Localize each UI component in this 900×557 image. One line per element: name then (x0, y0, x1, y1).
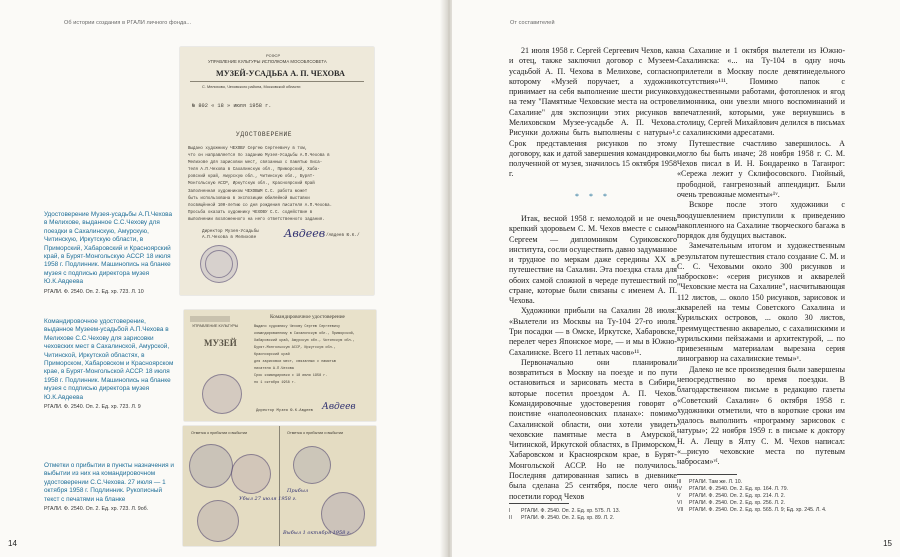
doc-column-heading: Отметка о прибытии и выбытии (287, 431, 344, 435)
left-page (0, 0, 446, 557)
text-column-2 (677, 46, 845, 468)
footnote (509, 508, 620, 515)
footnotes-right (677, 479, 826, 514)
handwritten-entry: Убыл 27 июля 1958 г. (239, 496, 297, 502)
doc-line: теля А.П.Чехова в Сахалинскую обл., Приморский, Хаба- (188, 168, 320, 173)
footnote-rule (509, 503, 569, 504)
running-head: Об истории создания в РГАЛИ личного фонда... (64, 20, 192, 26)
doc-line: быть использована в экспозиции юбилейной выставки (188, 196, 310, 201)
doc-line: Выдано художнику ЧЕХОВУ Сергею Сергеевичу в том, (188, 147, 308, 151)
doc-line: Просьба оказать художнику ЧЕХОВУ С.С. содействие в (188, 210, 313, 215)
doc-number-line: № 802 « 18 » июля 1958 г. (192, 103, 272, 109)
paragraph: Замечательным итогом и художественным результатом путешествия стало создание С. М. и С. С. Чеховыми около 300 рисунков и набросков»: «серия рисунков и акварелей "Чеховские места на Сахалине", насчитывающая 112 листов, ... около 150 рисунков, зарисовок и акварелей на темы Советского Сахалина и Курильских островов, ... около 30 листов, преимущественно акварелью, с сахалинскими и курильскими пейзажами и архитектурой, ... по привезенным материалам вырезана серия линогравюр на сахалинские темы»ᵛ. (677, 241, 845, 364)
museum-seal-inner (205, 250, 233, 278)
footnote (509, 515, 620, 522)
doc-heading: УДОСТОВЕРЕНИЕ (236, 131, 293, 138)
doc-body (254, 324, 372, 387)
stamp-seal (197, 500, 239, 542)
doc-heading: Командировочное удостоверение (270, 314, 345, 320)
doc-dept: УПРАВЛЕНИЕ КУЛЬТУРЫ (192, 324, 239, 328)
archival-document-travel-certificate (184, 310, 376, 421)
footnote-number: V (677, 493, 681, 499)
footnote (677, 486, 826, 493)
footnote-text: РГАЛИ. Ф. 2540. Оп. 2. Ед. хр. 164. Л. 79. (689, 486, 789, 492)
footnote (677, 507, 826, 514)
footnote (677, 500, 826, 507)
footnote (677, 493, 826, 500)
doc-line: что он направляется по заданию Музея-Усадьбы А.П.Чехова в (188, 154, 330, 159)
footnote-rule (677, 474, 737, 475)
archival-document-certificate (180, 47, 374, 295)
doc-line: Заполненная художником ЧЕХОВЫМ С.С. работа может (188, 189, 308, 194)
paragraph: Первоначально они планировали возвратиться в Москву на поезде и по пути остановиться и зарисовать места в Сибири, которые посетил проездом А. П. Чехов. Командировочные удостоверения говорят о поистине «наполеоновских планах»: помимо Сахалинской области, они хотели увидеть чеховские памятные места в Амурской, Читинской, Иркутской областях, в Приморском, Хабаровском и Красноярском крае, в Бурят-Монгольской АССР. Но не получилось. Последняя датированная запись в дневнике была сделана 25 сентября, после чего они посетили город Чехов (509, 357, 677, 501)
caption-2 (44, 318, 174, 411)
footnote-text: РГАЛИ. Ф. 2540. Оп. 2. Ед. хр. 575. Л. 13. (521, 508, 621, 514)
archival-document-arrival-marks (183, 426, 376, 546)
caption-source: РГАЛИ. Ф. 2540. Оп. 2. Ед. хр. 723. Л. 9об. (44, 506, 149, 513)
footnotes-left (509, 508, 620, 522)
doc-address: С. Мелихово, Чеховского района, Московской области (202, 84, 301, 89)
doc-line: Монгольскую АССР, Иркутскую обл., Красноярский Край (188, 182, 315, 187)
doc-column-divider (279, 426, 280, 546)
footnote-text: РГАЛИ. Там же. Л. 10. (689, 479, 743, 485)
caption-text: Удостоверение Музея-усадьбы А.П.Чехова в Мелихове, выданное С.С.Чехову для поездки в Сахалинскую, Амурскую, Читинскую, Иркутскую области, в Приморский, Хабаровский и Красноярский край, в Бурят-Монгольскую АССР. 18 июля 1958 г. Подлинник. Машинопись на бланке музея с подписью директора музея Ю.К.Авдеева (44, 211, 173, 286)
museum-seal (202, 374, 242, 414)
doc-body (188, 146, 370, 224)
page-number: 15 (883, 539, 892, 548)
footnote (677, 479, 826, 486)
doc-line: выполнении возложенного на него ответственного задания. (188, 217, 325, 222)
doc-header-dept: УПРАВЛЕНИЕ КУЛЬТУРЫ ИСПОЛКОМА МОСОБЛСОВЕТА (208, 59, 327, 64)
caption-3 (44, 462, 174, 513)
doc-museum: МУЗЕЙ (204, 338, 237, 348)
doc-line: Мелихове для зарисовки мест, связанных с памятью писа- (188, 161, 323, 166)
doc-line: ровский край, Амурскую обл., Читинскую обл., Бурят- (188, 175, 315, 180)
footnote-text: РГАЛИ. Ф. 2540. Оп. 2. Ед. хр. 89. Л. 2. (521, 515, 615, 521)
section-separator: * * * (575, 191, 611, 201)
page-number: 14 (8, 539, 17, 548)
paragraph: Далеко не все произведения были завершены непосредственно во время поездки. В благодарственном письме в редакцию газеты «Советский Сахалин» 6 октября 1958 г. художники отметили, что в короткие сроки им удалось выполнить «программу зарисовок с натуры»; 22 ноября 1959 г. в письме к доктору Н. А. Лещу в Ялту С. М. Чехов написал: «...рисую чеховские места по путевым набросам»ᵛᴵ. (677, 364, 845, 467)
doc-line: Бурят-Монгольскую АССР, Иркутскую обл., (254, 346, 336, 350)
doc-line: Красноярский край (254, 353, 290, 357)
stamp-seal (189, 444, 233, 488)
paragraph: 21 июля 1958 г. Сергей Сергеевич Чехов, как и отец, также заключил договор с Музеем-усадьбой А. П. Чехова в Мелихове, согласно которому «Музей поручает, а художник принимает на себя выполнение шести рисунков на тему "Памятные Чеховские места на острове Сахалине" для экспозиции этих рисунков в Мелиховском Музее-усадьбе А. П. Чехова. Рисунки должны быть выполнены с натуры»¹. Срок представления рисунков по этому договору, как и датой завершения командировки, полученной от музея, значилось 15 октября 1958 г. (509, 46, 677, 179)
footnote-text: РГАЛИ. Ф. 2540. Оп. 2. Ед. хр. 565. Л. 9; Ед. хр. 245. Л. 4. (689, 507, 827, 513)
paragraph: Вскоре после этого художники с воодушевлением приступили к приведению накопленного на Сахалине творческого багажа в порядок для будущих выставок. (677, 200, 845, 241)
doc-signature-line: Директор Музея Ю.К.Авдеев (256, 409, 313, 413)
doc-signature-line: Директор Музея-Усадьбы А.П.Чехова в Мелихове (202, 229, 259, 240)
doc-line: командированному в Сахалинскую обл., Приморский, (254, 332, 355, 336)
doc-signature-name: /Авдеев Ю.К./ (326, 233, 360, 238)
footnote-number: IV (677, 486, 682, 492)
footnote-text: РГАЛИ. Ф. 2540. Оп. 2. Ед. хр. 214. Л. 2. (689, 493, 786, 499)
doc-signature: Авдеев (284, 227, 326, 240)
footnote-number: VII (677, 507, 684, 513)
stamp-seal (231, 454, 271, 494)
paragraph: на Сахалине и 1 октября вылетели из Южно-Сахалинска: «... на Ту-104 в одну ночь прилетели в Москву после девятинедельного отсутствия»¹¹¹. Помимо папок с художественными работами, фотопленок и ягод лимонника, они увезли много воспоминаний и впечатлений, которыми, уже вернувшись в столицу, Сергей Михайлович делился в письмах с сахалинскими адресатами. (677, 46, 845, 138)
footnote-number: III (677, 479, 682, 485)
doc-line: Хабаровский край, Амурскую обл., Читинскую обл., (254, 339, 355, 343)
paragraph: Итак, весной 1958 г. немолодой и не очень крепкий здоровьем С. М. Чехов вместе с сыном Сергеем — дипломником Суриковского института, сосли осуществить давно задуманное и трудное по меркам даже середины XX в. путешествие на Сахалин. Эта поездка стала для обоих самой сложной в череде путешествий по стране, которые были связаны с именем А. П. Чехова. (509, 213, 677, 306)
doc-line: писателя А.П.Чехова (254, 367, 294, 371)
doc-signature: Авдеев (322, 402, 356, 412)
doc-header-small: РСФСР (266, 53, 281, 58)
paragraph: Путешествие счастливо завершилось. А могло бы быть иначе; 28 ноября 1958 г. С. М. Чехов писал в И. Н. Бондаренко в Таганрог: «Сережа лежит у Склифосовского. Гнойный, прободной, гангренозный аппендицит. Были очень тревожные моменты»¹ᵛ. (677, 138, 845, 199)
paragraph: Художники прибыли на Сахалин 28 июля: «Вылетели из Москвы на Ту-104 27-го июля. Три посадки — в Омске, Иркутске, Хабаровске, перелет через Японское море, — и мы в Южно-Сахалинске. Всего 11 летных часов»¹¹. (509, 306, 677, 357)
doc-column-heading: Отметка о прибытии и выбытии (191, 431, 248, 435)
caption-text: Командировочное удостоверение, выданное Музеем-усадьбой А.П.Чехова в Мелихове С.С.Чехову для зарисовки чеховских мест в Сахалинской, Амурской, Читинской, Иркутской областях, в Приморском, Хабаровском и Красноярском крае, в Бурят-Монгольской АССР. 18 июля 1958 г. Подлинник. Машинопись на бланке музея с подписью директора музея Ю.К.Авдеева (44, 318, 174, 401)
footnote-number: II (509, 515, 512, 521)
doc-rule (190, 81, 364, 82)
footnote-text: РГАЛИ. Ф. 2540. Оп. 2. Ед. хр. 256. Л. 2. (689, 500, 786, 506)
right-page (452, 0, 900, 557)
footnote-number: VI (677, 500, 682, 506)
caption-1 (44, 211, 174, 296)
doc-museum-title: МУЗЕЙ-УСАДЬБА А. П. ЧЕХОВА (216, 69, 345, 78)
doc-line: посвящённой 100-летию со дня рождения писателя А.П.Чехова. (188, 203, 333, 208)
handwritten-entry: Прибыл (287, 488, 309, 494)
caption-source: РГАЛИ. Ф. 2540. Оп. 2. Ед. хр. 723. Л. 10 (44, 288, 144, 295)
doc-line: по 1 октября 1958 г. (254, 381, 297, 385)
handwritten-entry: Выбыл 1 октября 1958 г. (283, 530, 352, 536)
running-head: От составителей (510, 20, 555, 26)
doc-stain (190, 316, 230, 322)
doc-line: для зарисовки мест, связанных с памятью (254, 360, 336, 364)
caption-text: Отметки о прибытии в пункты назначения и выбытии из них на командировочном удостоверении С.С.Чехова. 27 июля — 1 октября 1958 г. Подлинник. Рукописный текст с печатями на бланке (44, 462, 174, 503)
stamp-seal (293, 446, 331, 484)
footnote-number: I (509, 508, 511, 514)
caption-source: РГАЛИ. Ф. 2540. Оп. 2. Ед. хр. 723. Л. 9 (44, 404, 141, 411)
doc-line: Выдано художнику Чехову Сергею Сергеевичу (254, 325, 341, 329)
doc-line: Срок командировки с 18 июля 1958 г. (254, 374, 328, 378)
text-column-1 (509, 46, 677, 502)
